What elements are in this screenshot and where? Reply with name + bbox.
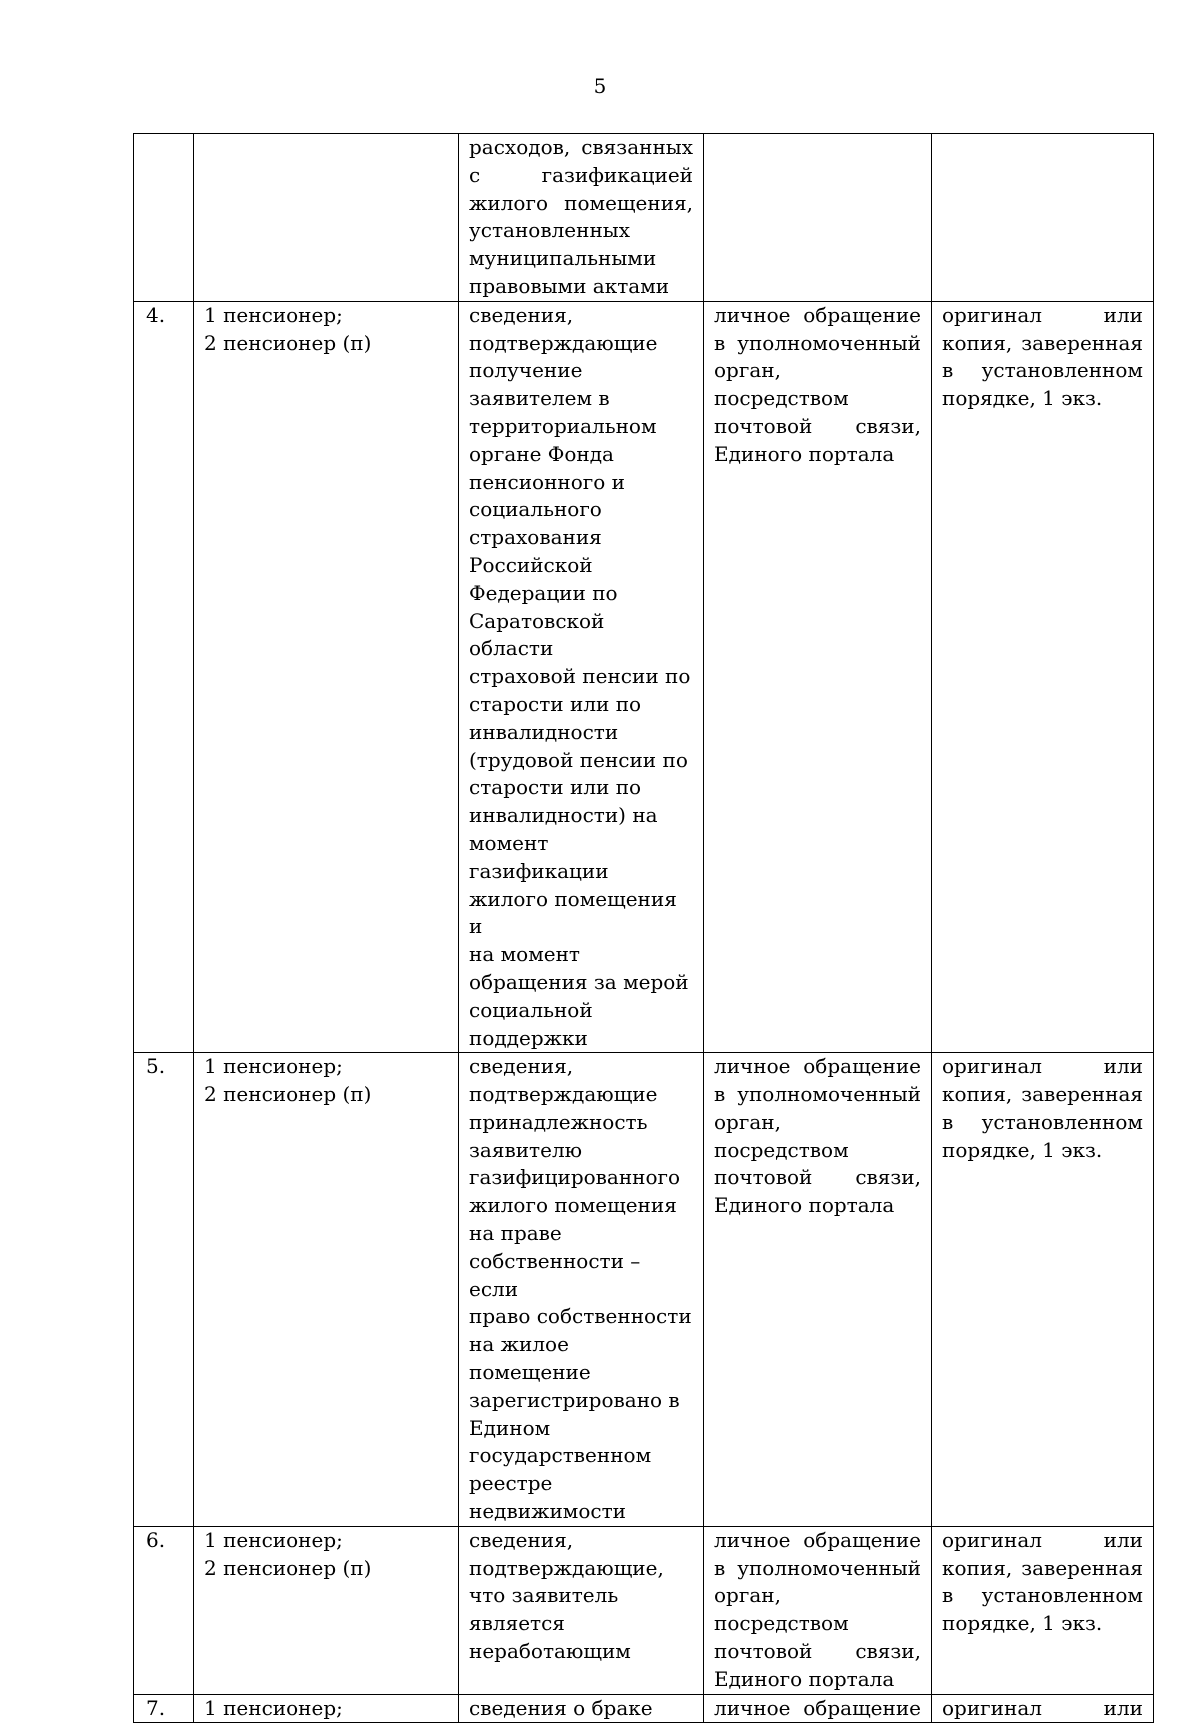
cell-text-line: орган, посредством xyxy=(714,1109,849,1162)
cell-text-line: оригинал или xyxy=(942,302,1143,327)
recipients-cell xyxy=(194,1694,459,1723)
page-number: 5 xyxy=(593,74,607,98)
submission-method-cell xyxy=(704,1053,932,1527)
cell-text-line: заявителем в xyxy=(469,386,610,411)
cell-text-line: 1 пенсионер; xyxy=(204,1527,343,1552)
row-number: 7. xyxy=(146,1695,166,1720)
cell-text-line: муниципальными xyxy=(469,246,657,271)
row-number-cell xyxy=(134,1053,194,1527)
cell-text-line: сведения, xyxy=(469,302,574,327)
cell-text-line: социального xyxy=(469,497,602,522)
documents-table-body xyxy=(134,134,1154,1723)
cell-text-line: подтверждающие xyxy=(469,330,658,355)
cell-text-line: подтверждающие xyxy=(469,1082,658,1107)
cell-text-line: орган, посредством xyxy=(714,1583,849,1636)
cell-text-line: получение xyxy=(469,358,583,383)
cell-text-line: Федерации по xyxy=(469,580,618,605)
table-row xyxy=(134,134,1154,302)
submission-method-cell xyxy=(704,1694,932,1723)
cell-text-line: установленных xyxy=(469,218,630,243)
cell-text-line: инвалидности xyxy=(469,719,619,744)
row-number: 4. xyxy=(146,302,166,327)
cell-text-line: в уполномоченный xyxy=(714,330,921,355)
document-cell xyxy=(459,134,704,302)
cell-text-line: Единого портала xyxy=(714,1666,895,1691)
cell-text-line: право собственности xyxy=(469,1304,692,1329)
row-number-cell xyxy=(134,1526,194,1694)
recipients-cell xyxy=(194,134,459,302)
table-row xyxy=(134,1526,1154,1694)
row-number-cell xyxy=(134,1694,194,1723)
cell-text-line: на момент xyxy=(469,942,580,967)
cell-text-line: реестре xyxy=(469,1471,553,1496)
cell-text-line: на жилое помещение xyxy=(469,1332,591,1385)
document-cell xyxy=(459,301,704,1053)
cell-text-line: правовыми актами xyxy=(469,273,670,298)
document-cell xyxy=(459,1526,704,1694)
cell-text-line: копия, заверенная xyxy=(942,1555,1143,1580)
table-row xyxy=(134,1694,1154,1723)
cell-text-line: в установленном xyxy=(942,1109,1143,1134)
cell-text-line: на праве xyxy=(469,1221,562,1246)
document-cell xyxy=(459,1053,704,1527)
recipients-cell xyxy=(194,1526,459,1694)
cell-text-line: жилого помещения, xyxy=(469,190,693,215)
cell-text-line: 2 пенсионер (п) xyxy=(204,1082,372,1107)
row-number: 6. xyxy=(146,1527,166,1552)
cell-text-line: личное обращение xyxy=(714,1527,921,1552)
documents-table xyxy=(133,133,1154,1723)
row-number: 5. xyxy=(146,1054,166,1079)
cell-text-line: порядке, 1 экз. xyxy=(942,1137,1103,1162)
cell-text-line: Российской xyxy=(469,552,593,577)
cell-text-line: оригинал или xyxy=(942,1054,1143,1079)
cell-text-line: расходов, связанных xyxy=(469,135,693,159)
cell-text-line: Единого портала xyxy=(714,1193,895,1218)
cell-text-line: (трудовой пенсии по xyxy=(469,747,688,772)
cell-text-line: личное обращение xyxy=(714,1695,921,1720)
cell-text-line: 1 пенсионер; xyxy=(204,302,343,327)
document-form-cell xyxy=(932,1694,1154,1723)
cell-text-line: Саратовской области xyxy=(469,608,605,661)
cell-text-line: оригинал или xyxy=(942,1695,1143,1720)
cell-text-line: зарегистрировано в xyxy=(469,1387,680,1412)
document-form-cell xyxy=(932,1053,1154,1527)
row-number-cell xyxy=(134,134,194,302)
cell-text-line: неработающим xyxy=(469,1639,631,1664)
cell-text-line: страхования xyxy=(469,525,602,550)
cell-text-line: государственном xyxy=(469,1443,652,1468)
recipients-cell xyxy=(194,301,459,1053)
cell-text-line: орган, посредством xyxy=(714,358,849,411)
submission-method-cell xyxy=(704,134,932,302)
cell-text-line: личное обращение xyxy=(714,1054,921,1079)
recipients-cell xyxy=(194,1053,459,1527)
cell-text-line: подтверждающие, xyxy=(469,1555,664,1580)
cell-text-line: инвалидности) на xyxy=(469,803,658,828)
cell-text-line: копия, заверенная xyxy=(942,330,1143,355)
cell-text-line: с газификацией xyxy=(469,162,693,187)
cell-text-line: жилого помещения xyxy=(469,1193,677,1218)
document-cell xyxy=(459,1694,704,1723)
cell-text-line: в уполномоченный xyxy=(714,1555,921,1580)
cell-text-line: сведения о браке xyxy=(469,1695,653,1720)
cell-text-line: копия, заверенная xyxy=(942,1082,1143,1107)
submission-method-cell xyxy=(704,1526,932,1694)
cell-text-line: сведения, xyxy=(469,1054,574,1079)
cell-text-line: старости или по xyxy=(469,691,642,716)
cell-text-line: принадлежность xyxy=(469,1109,648,1134)
cell-text-line: в установленном xyxy=(942,1583,1143,1608)
cell-text-line: почтовой связи, xyxy=(714,1165,921,1190)
cell-text-line: Едином xyxy=(469,1415,551,1440)
cell-text-line: является xyxy=(469,1611,565,1636)
cell-text-line: сведения, xyxy=(469,1527,574,1552)
cell-text-line: 1 пенсионер; xyxy=(204,1695,343,1720)
cell-text-line: в уполномоченный xyxy=(714,1082,921,1107)
table-row xyxy=(134,301,1154,1053)
cell-text-line: жилого помещения и xyxy=(469,886,677,939)
document-form-cell xyxy=(932,1526,1154,1694)
cell-text-line: недвижимости xyxy=(469,1499,626,1524)
row-number-cell xyxy=(134,301,194,1053)
cell-text-line: в установленном xyxy=(942,358,1143,383)
submission-method-cell xyxy=(704,301,932,1053)
cell-text-line: заявителю xyxy=(469,1137,583,1162)
cell-text-line: территориальном xyxy=(469,413,657,438)
cell-text-line: почтовой связи, xyxy=(714,413,921,438)
cell-text-line: газифицированного xyxy=(469,1165,681,1190)
cell-text-line: пенсионного и xyxy=(469,469,625,494)
table-row xyxy=(134,1053,1154,1527)
cell-text-line: старости или по xyxy=(469,775,642,800)
cell-text-line: личное обращение xyxy=(714,302,921,327)
document-form-cell xyxy=(932,301,1154,1053)
cell-text-line: момент газификации xyxy=(469,830,609,883)
cell-text-line: собственности – если xyxy=(469,1248,641,1301)
cell-text-line: что заявитель xyxy=(469,1583,619,1608)
cell-text-line: страховой пенсии по xyxy=(469,664,691,689)
document-form-cell xyxy=(932,134,1154,302)
cell-text-line: обращения за мерой xyxy=(469,969,689,994)
cell-text-line: оригинал или xyxy=(942,1527,1143,1552)
cell-text-line: Единого портала xyxy=(714,441,895,466)
cell-text-line: 2 пенсионер (п) xyxy=(204,330,372,355)
cell-text-line: поддержки xyxy=(469,1025,588,1050)
cell-text-line: органе Фонда xyxy=(469,441,614,466)
cell-text-line: порядке, 1 экз. xyxy=(942,386,1103,411)
cell-text-line: порядке, 1 экз. xyxy=(942,1611,1103,1636)
cell-text-line: социальной xyxy=(469,997,593,1022)
cell-text-line: 1 пенсионер; xyxy=(204,1054,343,1079)
cell-text-line: 2 пенсионер (п) xyxy=(204,1555,372,1580)
cell-text-line: почтовой связи, xyxy=(714,1639,921,1664)
